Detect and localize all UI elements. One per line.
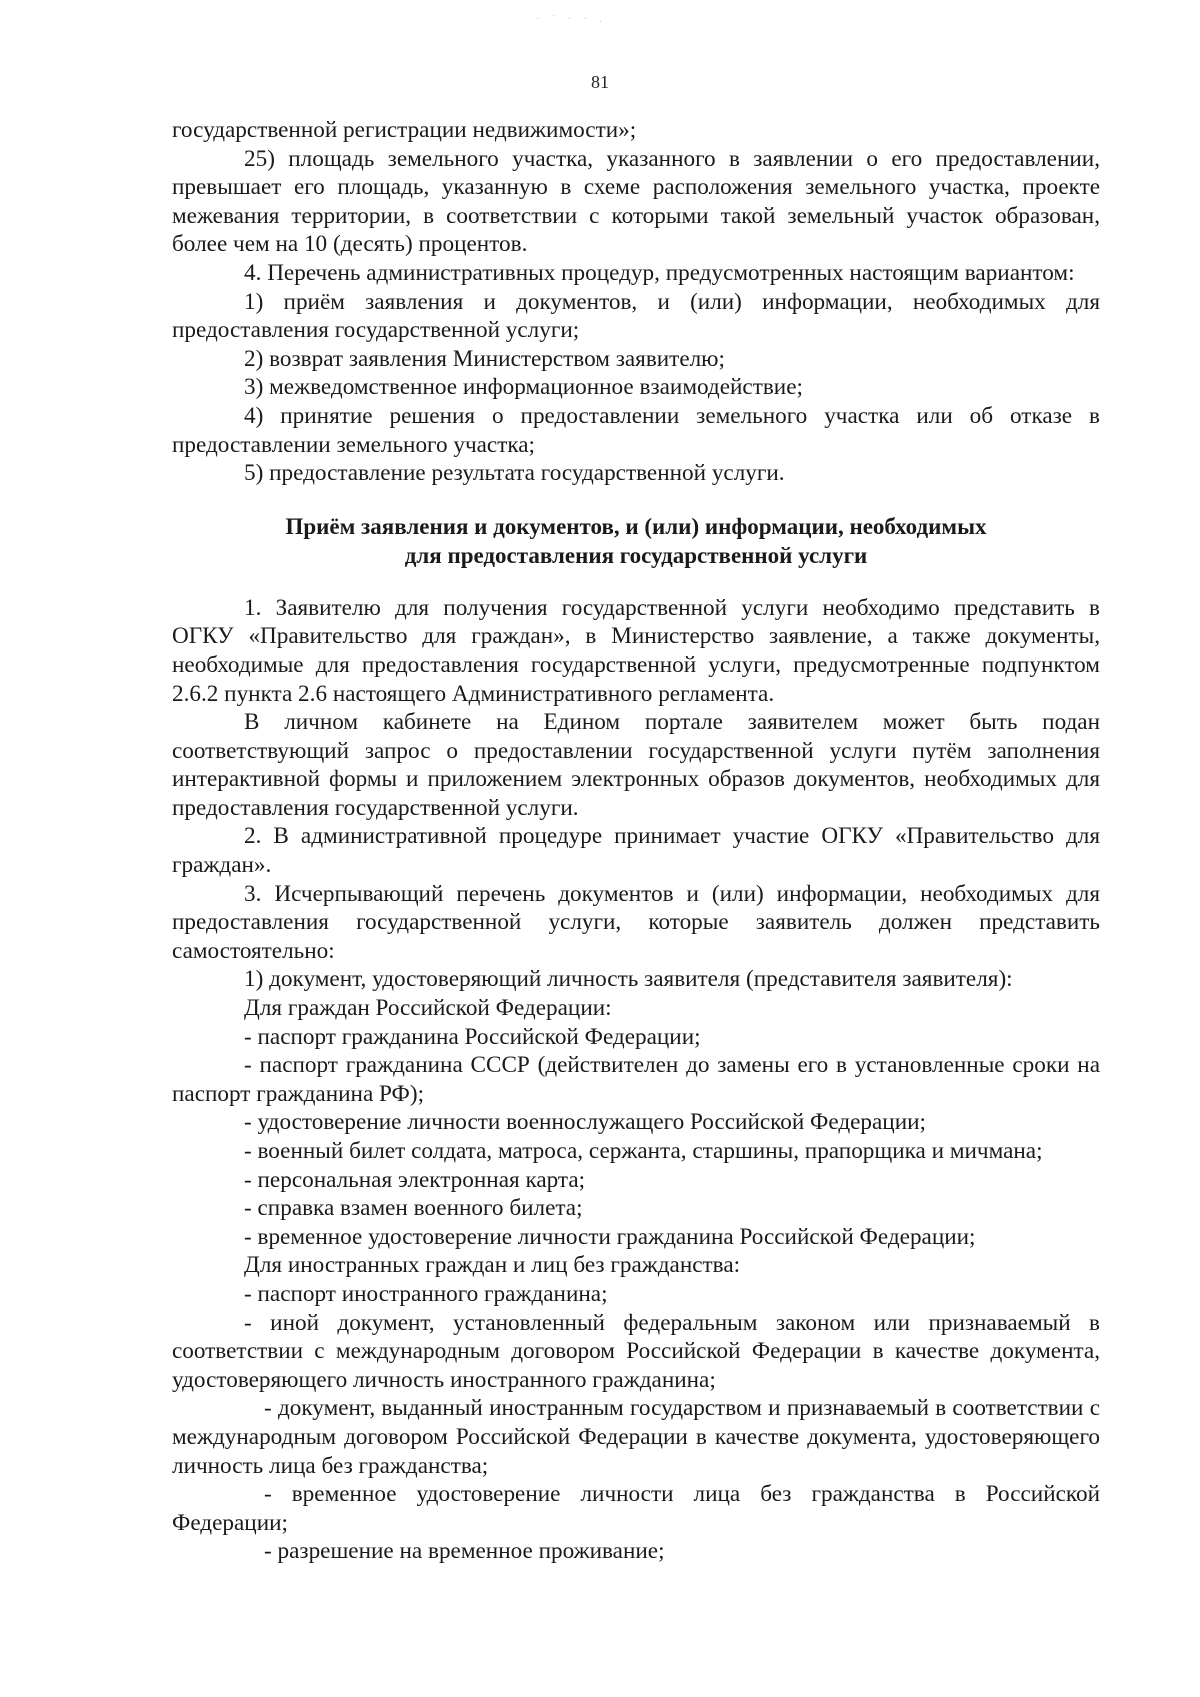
section-heading (172, 512, 1100, 570)
page-number: 81 (591, 72, 609, 92)
paragraph: В личном кабинете на Едином портале заявителем может быть подан соответствующий запрос о предоставлении государственной услуги путём заполнения интерактивной формы и приложением электронных образов документов, необходимых для предоставления государственной услуги. (172, 709, 1100, 821)
section-heading-line-1: Приём заявления и документов, и (или) информации, необходимых (285, 513, 987, 539)
list-item: - паспорт иностранного гражданина; (244, 1280, 608, 1307)
scan-marks: · ˙ · · . (536, 14, 607, 25)
list-item: - разрешение на временное проживание; (264, 1538, 665, 1565)
list-item: 2) возврат заявления Министерством заявителю; (244, 345, 725, 372)
list-item: 1) приём заявления и документов, и (или) информации, необходимых для предоставления государственной услуги; (172, 288, 1100, 344)
list-item: 4) принятие решения о предоставлении земельного участка или об отказе в предоставлении земельного участка; (172, 402, 1100, 458)
list-item: - временное удостоверение личности гражданина Российской Федерации; (244, 1223, 976, 1250)
list-item: - справка взамен военного билета; (244, 1195, 583, 1222)
list-item: 1) документ, удостоверяющий личность заявителя (представителя заявителя): (244, 966, 1013, 993)
paragraph: 3. Исчерпывающий перечень документов и (или) информации, необходимых для предоставления государственной услуги, которые заявитель должен представить самостоятельно: (172, 880, 1100, 964)
paragraph: государственной регистрации недвижимости»; (172, 117, 637, 143)
paragraph: 4. Перечень административных процедур, предусмотренных настоящим вариантом: (244, 259, 1075, 286)
list-item: - удостоверение личности военнослужащего Российской Федерации; (244, 1109, 926, 1136)
top-block (172, 116, 1100, 488)
paragraph: 1. Заявителю для получения государственной услуги необходимо представить в ОГКУ «Правительство для граждан», в Министерство заявление, а также документы, необходимые для предоставления государственной услуги, предусмотренные подпунктом 2.6.2 пункта 2.6 настоящего Административного регламента. (172, 594, 1100, 707)
list-subheading: Для иностранных граждан и лиц без гражданства: (244, 1252, 741, 1279)
document-body (172, 116, 1100, 1566)
list-item: 3) межведомственное информационное взаимодействие; (244, 374, 803, 401)
list-item: - временное удостоверение личности лица без гражданства в Российской Федерации; (172, 1481, 1100, 1536)
list-item: - паспорт гражданина СССР (действителен до замены его в установленные сроки на паспорт гражданина РФ); (172, 1052, 1100, 1107)
paragraph: 25) площадь земельного участка, указанного в заявлении о его предоставлении, превышает его площадь, указанную в схеме расположения земельного участка, проекте межевания территории, в соответствии с которыми такой земельный участок образован, более чем на 10 (десять) процентов. (172, 145, 1100, 258)
list-item: - персональная электронная карта; (244, 1166, 586, 1193)
list-subheading: Для граждан Российской Федерации: (244, 995, 612, 1022)
section-body (172, 594, 1100, 1566)
list-item: 5) предоставление результата государственной услуги. (244, 460, 785, 487)
list-item: - паспорт гражданина Российской Федерации; (244, 1023, 701, 1050)
section-heading-line-2: для предоставления государственной услуги (404, 542, 868, 568)
list-item: - иной документ, установленный федеральным законом или признаваемый в соответствии с международным договором Российской Федерации в качестве документа, удостоверяющего личность иностранного гражданина; (172, 1309, 1100, 1393)
list-item: - военный билет солдата, матроса, сержанта, старшины, прапорщика и мичмана; (244, 1138, 1043, 1164)
paragraph: 2. В административной процедуре принимает участие ОГКУ «Правительство для граждан». (172, 823, 1100, 879)
list-item: - документ, выданный иностранным государством и признаваемый в соответствии с международным договором Российской Федерации в качестве документа, удостоверяющего личность лица без гражданства; (172, 1395, 1100, 1479)
